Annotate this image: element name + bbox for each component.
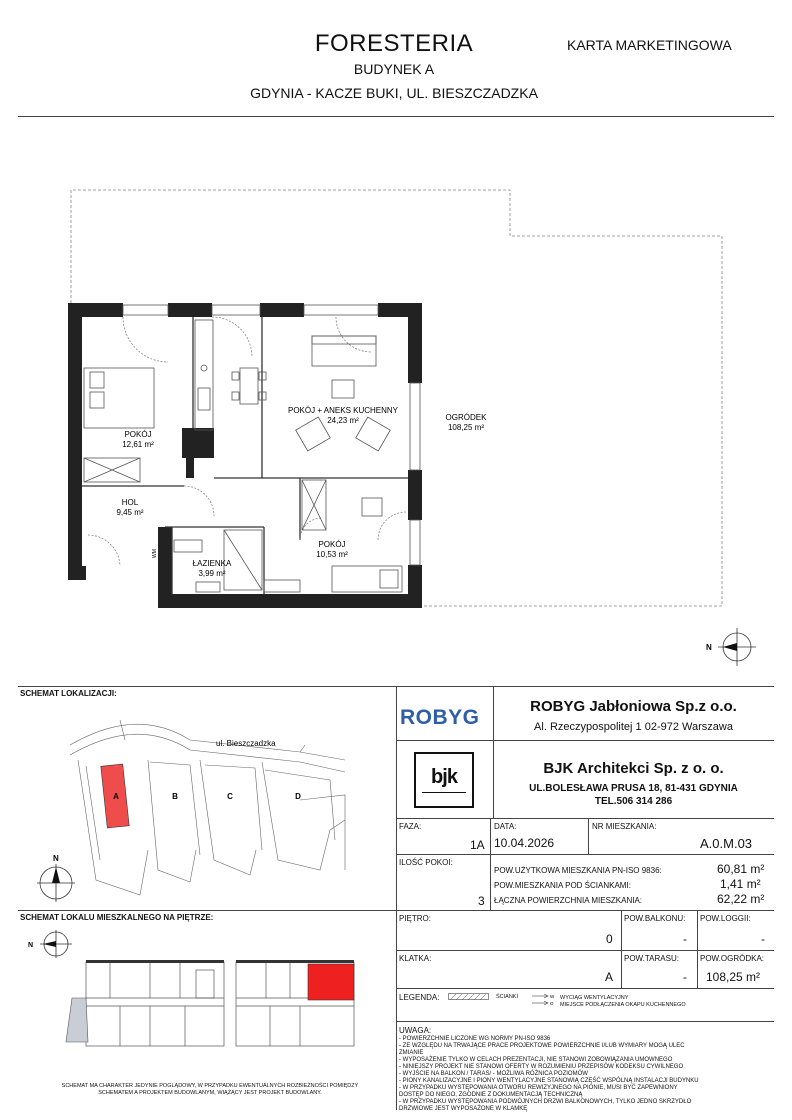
bjk-logo: bjk xyxy=(414,752,474,808)
balcony-value: - xyxy=(683,932,687,946)
location-title: SCHEMAT LOKALIZACJI: xyxy=(20,689,117,698)
compass-label: N xyxy=(53,854,59,863)
note-line: - W PRZYPADKU WYSTĘPOWANIA OTWORU REWIZYJNEGO NA PIONIE, MUSI BYĆ ZAPEWNIONY DOSTĘP DO NIEGO, ZGODNIE Z DOKUMENTACJĄ TECHNICZNĄ xyxy=(399,1085,678,1098)
apartment-number: A.0.M.03 xyxy=(700,836,753,851)
garden-label: POW.OGRÓDKA: xyxy=(700,954,765,963)
architect-phone: TEL.506 314 286 xyxy=(594,796,673,807)
terrace-label: POW.TARASU: xyxy=(624,954,679,963)
room-label: ŁAZIENKA xyxy=(192,559,232,568)
room-label: POKÓJ xyxy=(318,540,346,549)
location-map xyxy=(20,700,396,908)
note-line: - W PRZYPADKU WYSTĘPOWANIA PODWÓJNYCH DRZWI BALKONOWYCH, TYLKO JEDNO SKRZYDŁO DRZWIOWE JEST WYPOSAŻONE W KLAMKĘ xyxy=(399,1099,692,1112)
room-area: 12,61 m² xyxy=(122,440,154,449)
faza-label: FAZA: xyxy=(399,822,422,831)
header-divider xyxy=(18,116,774,117)
room-area: 24,23 m² xyxy=(327,416,359,425)
legend-vent: WYCIĄG WENTYLACYJNY xyxy=(560,995,629,1001)
floor-scheme-title: SCHEMAT LOKALU MIESZKALNEGO NA PIĘTRZE: xyxy=(20,913,214,922)
staircase-label: KLATKA: xyxy=(399,954,432,963)
building-label: D xyxy=(295,792,301,801)
wm-label: WM xyxy=(152,549,158,558)
rooms-count-label: ILOŚĆ POKOI: xyxy=(399,858,453,867)
apartment-number-label: NR MIESZKANIA: xyxy=(592,822,657,831)
faza-value: 1A xyxy=(470,838,485,852)
compass-icon xyxy=(37,864,75,902)
area-label: ŁĄCZNA POWIERZCHNIA MIESZKANIA: xyxy=(494,896,643,905)
note-line: - ZE WZGLĘDU NA TRWAJĄCE PRACE PROJEKTOWE POWIERZCHNIE I/LUB WYMIARY MOGĄ ULEC ZMIANIE xyxy=(399,1043,685,1056)
room-label: POKÓJ xyxy=(124,430,152,439)
walls-hatch-icon xyxy=(448,993,492,1001)
area-value: 62,22 m² xyxy=(717,892,765,906)
garden-value: 108,25 m² xyxy=(706,970,761,984)
area-value: 60,81 m² xyxy=(717,862,765,876)
area-label: POW.UŻYTKOWA MIESZKANIA PN-ISO 9836: xyxy=(494,866,662,875)
legend-hood: MIEJSCE PODŁĄCZENIA OKAPU KUCHENNEGO xyxy=(560,1002,686,1008)
compass-label: N xyxy=(706,643,712,652)
area-value: 1,41 m² xyxy=(720,877,761,891)
note-line: - WYPOSAŻENIE TYLKO W CELACH PREZENTACJI, NIE STANOWI ZOBOWIĄZANIA UMOWNEGO xyxy=(399,1057,673,1063)
room-area: 9,45 m² xyxy=(116,508,144,517)
interior-walls xyxy=(82,317,408,594)
vent-icon xyxy=(530,993,558,1007)
building-label: A xyxy=(113,792,119,801)
note-line: - NINIEJSZY PROJEKT NIE STANOWI OFERTY W ROZUMIENIU PRZEPISÓW KODEKSU CYWILNEGO xyxy=(399,1064,684,1070)
date-label: DATA: xyxy=(494,822,517,831)
developer-address: Al. Rzeczypospolitej 1 02-972 Warszawa xyxy=(534,721,733,733)
compass-label: N xyxy=(28,942,34,949)
room-area: 10,53 m² xyxy=(316,550,348,559)
svg-text:W: W xyxy=(550,994,555,999)
room-label: HOL xyxy=(121,498,139,507)
furniture xyxy=(84,320,402,592)
floor-plan xyxy=(0,118,792,684)
scheme-disclaimer: SCHEMAT MA CHARAKTER JEDYNIE POGLĄDOWY, W PRZYPADKU EWENTUALNYCH ROZBIEŻNOŚCI POMIĘDZY SCHEMATEM A PROJEKTEM BUDOWLANYM, WIĄŻĄCY JEST PROJEKT BUDOWLANY. xyxy=(61,1083,359,1096)
loggia-label: POW.LOGGII: xyxy=(700,914,751,923)
floor-label: PIĘTRO: xyxy=(399,914,432,923)
architect-name: BJK Architekci Sp. z o. o. xyxy=(543,760,724,777)
notes-label: UWAGA: xyxy=(399,1026,432,1035)
room-label: POKÓJ + ANEKS KUCHENNY xyxy=(287,406,399,415)
architect-address: UL.BOLESŁAWA PRUSA 18, 81-431 GDYNIA xyxy=(529,783,738,794)
legend-label: LEGENDA: xyxy=(399,993,440,1002)
compass-icon xyxy=(718,628,756,666)
project-address: GDYNIA - KACZE BUKI, UL. BIESZCZADZKA xyxy=(250,85,538,101)
street-label: ul. Bieszczadzka xyxy=(216,739,276,748)
outer-walls xyxy=(68,303,422,608)
compass-icon xyxy=(40,930,72,958)
svg-text:O: O xyxy=(550,1001,554,1006)
building-label: B xyxy=(172,792,178,801)
rooms-count: 3 xyxy=(478,894,485,908)
notes-list xyxy=(399,1036,699,1113)
note-line: - WYJŚCIE NA BALKON / TARAS/ - MOŻLIWA RÓŻNICA POZIOMÓW xyxy=(399,1071,588,1077)
legend-walls: ŚCIANKI xyxy=(496,994,519,1000)
room-area: 3,99 m² xyxy=(198,569,226,578)
date-value: 10.04.2026 xyxy=(494,836,555,850)
terrace-value: - xyxy=(683,970,687,984)
card-type: KARTA MARKETINGOWA xyxy=(567,37,732,53)
room-label: OGRÓDEK xyxy=(445,413,487,422)
floor-scheme-map xyxy=(20,925,396,1075)
developer-name: ROBYG Jabłoniowa Sp.z o.o. xyxy=(530,698,737,715)
floor-value: 0 xyxy=(606,932,613,946)
robyg-logo: ROBYG xyxy=(400,706,480,729)
area-label: POW.MIESZKANIA POD ŚCIANKAMI: xyxy=(494,881,631,890)
loggia-value: - xyxy=(761,932,765,946)
balcony-label: POW.BALKONU: xyxy=(624,914,686,923)
note-line: - PIONY KANALIZACYJNE I PIONY WENTYLACYJNE STANOWIĄ CZĘŚĆ WSPÓLNĄ INSTALACJI BUDYNKU xyxy=(399,1078,699,1084)
apartment-highlight xyxy=(308,964,354,1000)
building-name: BUDYNEK A xyxy=(353,61,435,77)
building-label: C xyxy=(227,792,233,801)
project-title: FORESTERIA xyxy=(314,30,474,57)
staircase-value: A xyxy=(605,970,614,984)
room-area: 108,25 m² xyxy=(447,423,485,432)
note-line: - POWIERZCHNIE LICZONE WG NORMY PN-ISO 9836 xyxy=(399,1036,551,1042)
